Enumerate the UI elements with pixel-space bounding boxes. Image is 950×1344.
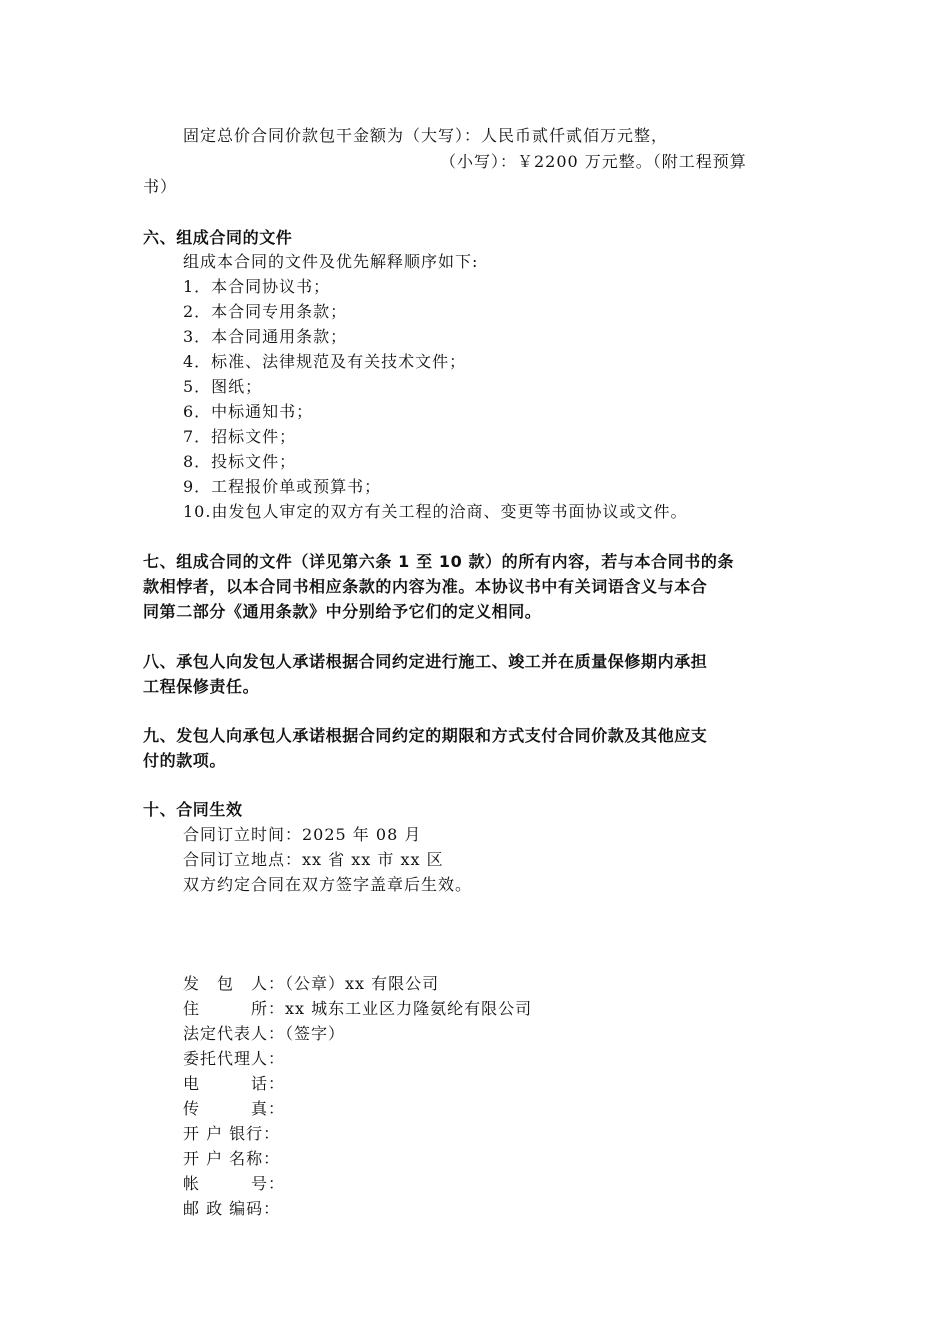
employer-field: 发 包 人：（公章）xx 有限公司 [183, 974, 440, 993]
section10-heading: 十、合同生效 [143, 800, 243, 819]
price-line-2: （小写）：￥2200 万元整。（附工程预算 [440, 152, 747, 171]
section6-item: 9．工程报价单或预算书； [183, 477, 382, 496]
section6-item: 10.由发包人审定的双方有关工程的洽商、变更等书面协议或文件。 [183, 502, 688, 521]
section9-line: 九、发包人向承包人承诺根据合同约定的期限和方式支付合同价款及其他应支 [143, 726, 708, 745]
section7-line: 款相悖者，以本合同书相应条款的内容为准。本协议书中有关词语含义与本合 [143, 577, 708, 596]
account-name-field: 开 户 名称： [183, 1149, 281, 1168]
section6-item: 5．图纸； [183, 377, 263, 396]
section6-item: 3．本合同通用条款； [183, 327, 348, 346]
section6-item: 7．招标文件； [183, 427, 297, 446]
section8-line: 工程保修责任。 [143, 677, 260, 696]
section6-item: 8．投标文件； [183, 452, 297, 471]
section7-line: 七、组成合同的文件（详见第六条 1 至 10 款）的所有内容，若与本合同书的条 [143, 552, 735, 571]
section6-intro: 组成本合同的文件及优先解释顺序如下: [183, 252, 479, 271]
postcode-field: 邮 政 编码： [183, 1199, 281, 1218]
bank-field: 开 户 银行： [183, 1124, 281, 1143]
section7-line: 同第二部分《通用条款》中分别给予它们的定义相同。 [143, 602, 542, 621]
fax-field: 传 真： [183, 1099, 286, 1118]
account-number-field: 帐 号： [183, 1174, 286, 1193]
contract-place: 合同订立地点：xx 省 xx 市 xx 区 [183, 850, 444, 869]
address-field: 住 所：xx 城东工业区力隆氨纶有限公司 [183, 999, 533, 1018]
legal-rep-field: 法定代表人：（签字） [183, 1024, 346, 1043]
phone-field: 电 话： [183, 1074, 286, 1093]
price-line-1: 固定总价合同价款包干金额为（大写）：人民币贰仟贰佰万元整， [183, 126, 669, 145]
section6-item: 2．本合同专用条款； [183, 302, 348, 321]
contract-effect: 双方约定合同在双方签字盖章后生效。 [183, 875, 473, 894]
section6-item: 1．本合同协议书； [183, 277, 331, 296]
price-line-3: 书） [143, 177, 178, 196]
agent-field: 委托代理人： [183, 1049, 286, 1068]
section6-heading: 六、组成合同的文件 [143, 228, 293, 247]
section8-line: 八、承包人向发包人承诺根据合同约定进行施工、竣工并在质量保修期内承担 [143, 652, 708, 671]
contract-time: 合同订立时间：2025 年 08 月 [183, 825, 422, 844]
section6-item: 6．中标通知书； [183, 402, 314, 421]
section6-item: 4．标准、法律规范及有关技术文件； [183, 352, 467, 371]
section9-line: 付的款项。 [143, 751, 227, 770]
